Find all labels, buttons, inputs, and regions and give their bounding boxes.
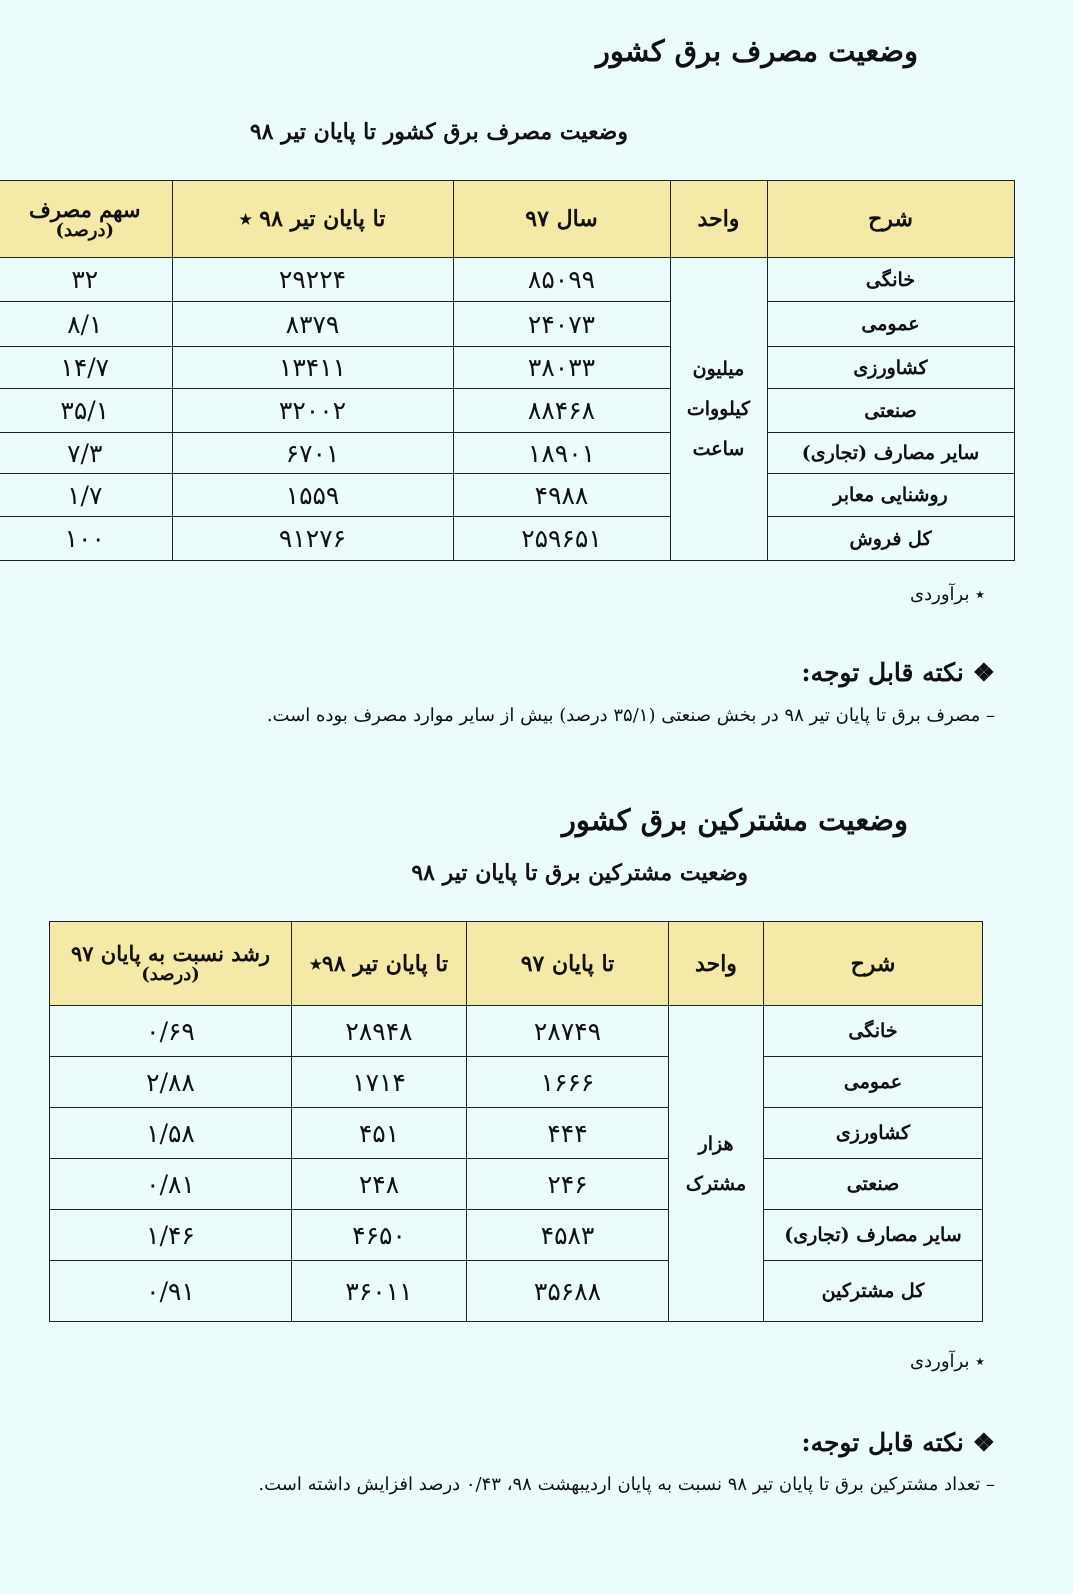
- row-label: کل مشترکین: [764, 1261, 983, 1322]
- header-unit: واحد: [670, 181, 767, 258]
- cell-end97: ۱۶۶۶: [467, 1057, 669, 1108]
- cell-end97: ۴۴۴: [467, 1108, 669, 1159]
- cell-share: ۸/۱: [0, 302, 172, 347]
- cell-share: ۱/۷: [0, 474, 172, 517]
- unit-line: میلیون: [692, 358, 745, 380]
- row-label: صنعتی: [767, 389, 1014, 433]
- table-row: [0, 474, 1014, 517]
- row-label: خانگی: [764, 1006, 983, 1057]
- row-label: عمومی: [764, 1057, 983, 1108]
- cell-tir98: ۱۵۵۹: [172, 474, 453, 517]
- cell-tir98: ۱۳۴۱۱: [172, 347, 453, 389]
- unit-line: مشترک: [685, 1172, 747, 1195]
- cell-tir98: ۴۵۱: [292, 1108, 467, 1159]
- cell-share: ۳۵/۱: [0, 389, 172, 433]
- section1-note-title: ❖ نکته قابل توجه:: [801, 658, 995, 687]
- section1-title: وضعیت مصرف برق کشور: [595, 34, 918, 68]
- cell-tir98: ۲۴۸: [292, 1159, 467, 1210]
- table-row: [50, 1210, 983, 1261]
- cell-tir98: ۳۲۰۰۲: [172, 389, 453, 433]
- table-row: [50, 1261, 983, 1322]
- header-share-label: سهم مصرف: [29, 196, 141, 222]
- header-share: [0, 181, 172, 258]
- cell-end97: ۲۸۷۴۹: [467, 1006, 669, 1057]
- cell-growth: ۰/۸۱: [50, 1159, 292, 1210]
- table-row: [50, 1057, 983, 1108]
- cell-growth: ۱/۵۸: [50, 1108, 292, 1159]
- row-label: کشاورزی: [767, 347, 1014, 389]
- electricity-subscribers-table: [49, 921, 983, 1322]
- cell-year97: ۲۴۰۷۳: [453, 302, 670, 347]
- cell-end97: ۴۵۸۳: [467, 1210, 669, 1261]
- table-row: [0, 389, 1014, 433]
- section2-note-title: ❖ نکته قابل توجه:: [801, 1428, 995, 1457]
- cell-year97: ۱۸۹۰۱: [453, 433, 670, 474]
- unit-line: کیلووات: [686, 398, 751, 420]
- table-row: [50, 1108, 983, 1159]
- cell-tir98: ۱۷۱۴: [292, 1057, 467, 1108]
- header-unit: واحد: [669, 922, 764, 1006]
- header-growth-label: رشد نسبت به پایان ۹۷: [70, 941, 271, 967]
- section2-title: وضعیت مشترکین برق کشور: [561, 803, 908, 837]
- header-desc: شرح: [767, 181, 1014, 258]
- table-row: [0, 302, 1014, 347]
- section1-subtitle: وضعیت مصرف برق کشور تا پایان تیر ۹۸: [249, 119, 628, 145]
- cell-end97: ۳۵۶۸۸: [467, 1261, 669, 1322]
- header-share-sub: (درصد): [55, 219, 114, 241]
- header-desc: شرح: [764, 922, 983, 1006]
- row-label: کل فروش: [767, 517, 1014, 561]
- cell-year97: ۸۸۴۶۸: [453, 389, 670, 433]
- header-growth: [50, 922, 292, 1006]
- cell-year97: ۳۸۰۳۳: [453, 347, 670, 389]
- table-row: [0, 433, 1014, 474]
- table-header-row: [0, 181, 1014, 258]
- cell-share: ۷/۳: [0, 433, 172, 474]
- cell-year97: ۴۹۸۸: [453, 474, 670, 517]
- cell-growth: ۲/۸۸: [50, 1057, 292, 1108]
- table-header-row: [50, 922, 983, 1006]
- cell-tir98: ۹۱۲۷۶: [172, 517, 453, 561]
- table-row: [50, 1006, 983, 1057]
- cell-tir98: ۸۳۷۹: [172, 302, 453, 347]
- cell-year97: ۸۵۰۹۹: [453, 258, 670, 302]
- unit-line: ساعت: [692, 438, 745, 460]
- cell-share: ۱۴/۷: [0, 347, 172, 389]
- row-label: سایر مصارف (تجاری): [764, 1210, 983, 1261]
- header-tir98: تا پایان تیر ۹۸٭: [292, 922, 467, 1006]
- section1-footnote: ٭ برآوردی: [910, 584, 985, 605]
- cell-share: ۱۰۰: [0, 517, 172, 561]
- table-row: [0, 258, 1014, 302]
- cell-tir98: ۶۷۰۱: [172, 433, 453, 474]
- header-end97: تا پایان ۹۷: [467, 922, 669, 1006]
- section1-note-text: – مصرف برق تا پایان تیر ۹۸ در بخش صنعتی (۳۵/۱ درصد) بیش از سایر موارد مصرف بوده است.: [266, 705, 995, 726]
- cell-tir98: ۲۹۲۲۴: [172, 258, 453, 302]
- header-tir98: تا پایان تیر ۹۸ ٭: [172, 181, 453, 258]
- row-label: سایر مصارف (تجاری): [767, 433, 1014, 474]
- cell-tir98: ۲۸۹۴۸: [292, 1006, 467, 1057]
- header-growth-sub: (درصد): [141, 964, 200, 986]
- row-label: روشنایی معابر: [767, 474, 1014, 517]
- electricity-consumption-table: [0, 180, 1015, 561]
- row-label: کشاورزی: [764, 1108, 983, 1159]
- unit-cell: [670, 258, 767, 561]
- row-label: خانگی: [767, 258, 1014, 302]
- cell-end97: ۲۴۶: [467, 1159, 669, 1210]
- section2-note-text: – تعداد مشترکین برق تا پایان تیر ۹۸ نسبت به پایان اردیبهشت ۹۸، ۰/۴۳ درصد افزایش داشته است.: [258, 1474, 995, 1495]
- table-row: [50, 1159, 983, 1210]
- cell-tir98: ۳۶۰۱۱: [292, 1261, 467, 1322]
- table-row: [0, 517, 1014, 561]
- cell-year97: ۲۵۹۶۵۱: [453, 517, 670, 561]
- table-row: [0, 347, 1014, 389]
- row-label: عمومی: [767, 302, 1014, 347]
- section2-subtitle: وضعیت مشترکین برق تا پایان تیر ۹۸: [411, 860, 748, 886]
- unit-line: هزار: [698, 1132, 734, 1155]
- row-label: صنعتی: [764, 1159, 983, 1210]
- cell-share: ۳۲: [0, 258, 172, 302]
- cell-tir98: ۴۶۵۰: [292, 1210, 467, 1261]
- cell-growth: ۱/۴۶: [50, 1210, 292, 1261]
- cell-growth: ۰/۶۹: [50, 1006, 292, 1057]
- cell-growth: ۰/۹۱: [50, 1261, 292, 1322]
- section2-footnote: ٭ برآوردی: [910, 1351, 985, 1372]
- header-year97: سال ۹۷: [453, 181, 670, 258]
- unit-cell: [669, 1006, 764, 1322]
